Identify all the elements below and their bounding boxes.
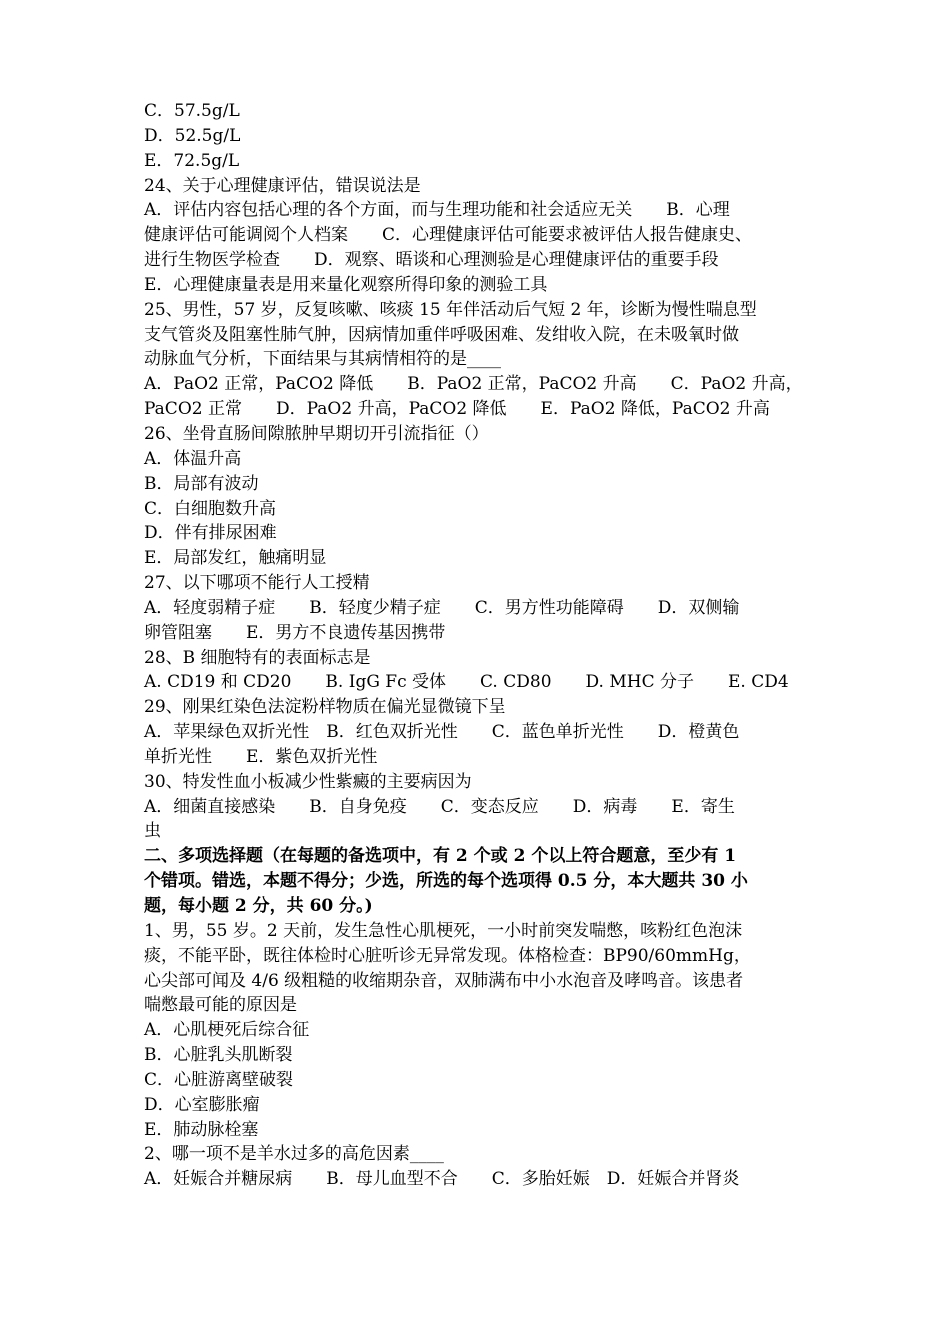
text-line: B．局部有波动 — [144, 473, 259, 494]
text-line: A. CD19 和 CD20 B. IgG Fc 受体 C. CD80 D. MHC 分子 E. CD4 — [144, 672, 789, 693]
text-line: 30、特发性血小板减少性紫癜的主要病因为 — [144, 771, 472, 792]
text-line: A．体温升高 — [144, 448, 242, 469]
text-line: 动脉血气分析，下面结果与其病情相符的是____ — [144, 349, 501, 370]
text-line: 题，每小题 2 分，共 60 分。) — [144, 896, 373, 916]
text-line: C．57.5g/L — [144, 101, 240, 121]
text-line: E．肺动脉栓塞 — [144, 1119, 259, 1140]
text-line: A．PaO2 正常，PaCO2 降低 B．PaO2 正常，PaCO2 升高 C．PaO2 升高， — [144, 374, 803, 395]
document-page — [144, 99, 809, 1192]
text-line: 27、以下哪项不能行人工授精 — [144, 573, 370, 594]
text-line: 健康评估可能调阅个人档案 C．心理健康评估可能要求被评估人报告健康史、 — [144, 225, 753, 246]
text-line: PaCO2 正常 D．PaO2 升高，PaCO2 降低 E．PaO2 降低，PaCO2 升高 — [144, 399, 770, 420]
text-line: E．心理健康量表是用来量化观察所得印象的测验工具 — [144, 274, 548, 295]
text-line: D．52.5g/L — [144, 125, 241, 146]
text-line: 24、关于心理健康评估，错误说法是 — [144, 175, 421, 196]
text-line: 二、多项选择题（在每题的备选项中，有 2 个或 2 个以上符合题意，至少有 1 — [144, 846, 737, 867]
text-line: A．轻度弱精子症 B．轻度少精子症 C．男方性功能障碍 D．双侧输 — [144, 597, 740, 618]
text-line: 支气管炎及阻塞性肺气肿，因病情加重伴呼吸困难、发绀收入院，在未吸氧时做 — [144, 324, 739, 345]
text-line: 26、坐骨直肠间隙脓肿早期切开引流指征（） — [144, 423, 489, 444]
text-line: C．白细胞数升高 — [144, 498, 277, 519]
text-line: 虫 — [144, 821, 161, 842]
text-line: 25、男性，57 岁，反复咳嗽、咳痰 15 年伴活动后气短 2 年，诊断为慢性喘息型 — [144, 299, 757, 320]
text-line: 个错项。错选，本题不得分；少选，所选的每个选项得 0.5 分，本大题共 30 小 — [144, 871, 748, 892]
text-line: A．妊娠合并糖尿病 B．母儿血型不合 C．多胎妊娠 D．妊娠合并肾炎 — [144, 1169, 740, 1190]
text-line: A．评估内容包括心理的各个方面，而与生理功能和社会适应无关 B．心理 — [144, 200, 730, 221]
text-line: 29、刚果红染色法淀粉样物质在偏光显微镜下呈 — [144, 697, 506, 718]
text-line: 喘憋最可能的原因是 — [144, 995, 297, 1016]
text-line: D．心室膨胀瘤 — [144, 1094, 260, 1115]
text-line: 1、男，55 岁。2 天前，发生急性心肌梗死，一小时前突发喘憋，咳粉红色泡沫 — [144, 920, 743, 941]
text-line: 28、B 细胞特有的表面标志是 — [144, 647, 371, 668]
text-line: D．伴有排尿困难 — [144, 523, 277, 544]
text-line: 单折光性 E．紫色双折光性 — [144, 746, 378, 767]
text-line: 2、哪一项不是羊水过多的高危因素____ — [144, 1144, 444, 1165]
text-line: A．苹果绿色双折光性 B．红色双折光性 C．蓝色单折光性 D．橙黄色 — [144, 722, 740, 743]
text-line: 进行生物医学检查 D．观察、晤谈和心理测验是心理健康评估的重要手段 — [144, 250, 719, 271]
text-line: E．局部发红，触痛明显 — [144, 548, 327, 569]
text-line: 心尖部可闻及 4/6 级粗糙的收缩期杂音，双肺满布中小水泡音及哮鸣音。该患者 — [144, 970, 744, 991]
text-line: B．心脏乳头肌断裂 — [144, 1045, 293, 1066]
text-line: 卵管阻塞 E．男方不良遗传基因携带 — [144, 622, 446, 643]
text-line: E．72.5g/L — [144, 150, 240, 171]
text-line: A．细菌直接感染 B．自身免疫 C．变态反应 D．病毒 E．寄生 — [144, 796, 735, 817]
text-line: A．心肌梗死后综合征 — [144, 1020, 310, 1041]
text-line: C．心脏游离壁破裂 — [144, 1069, 294, 1090]
text-line: 痰，不能平卧，既往体检时心脏听诊无异常发现。体格检查：BP90/60mmHg， — [144, 945, 751, 966]
